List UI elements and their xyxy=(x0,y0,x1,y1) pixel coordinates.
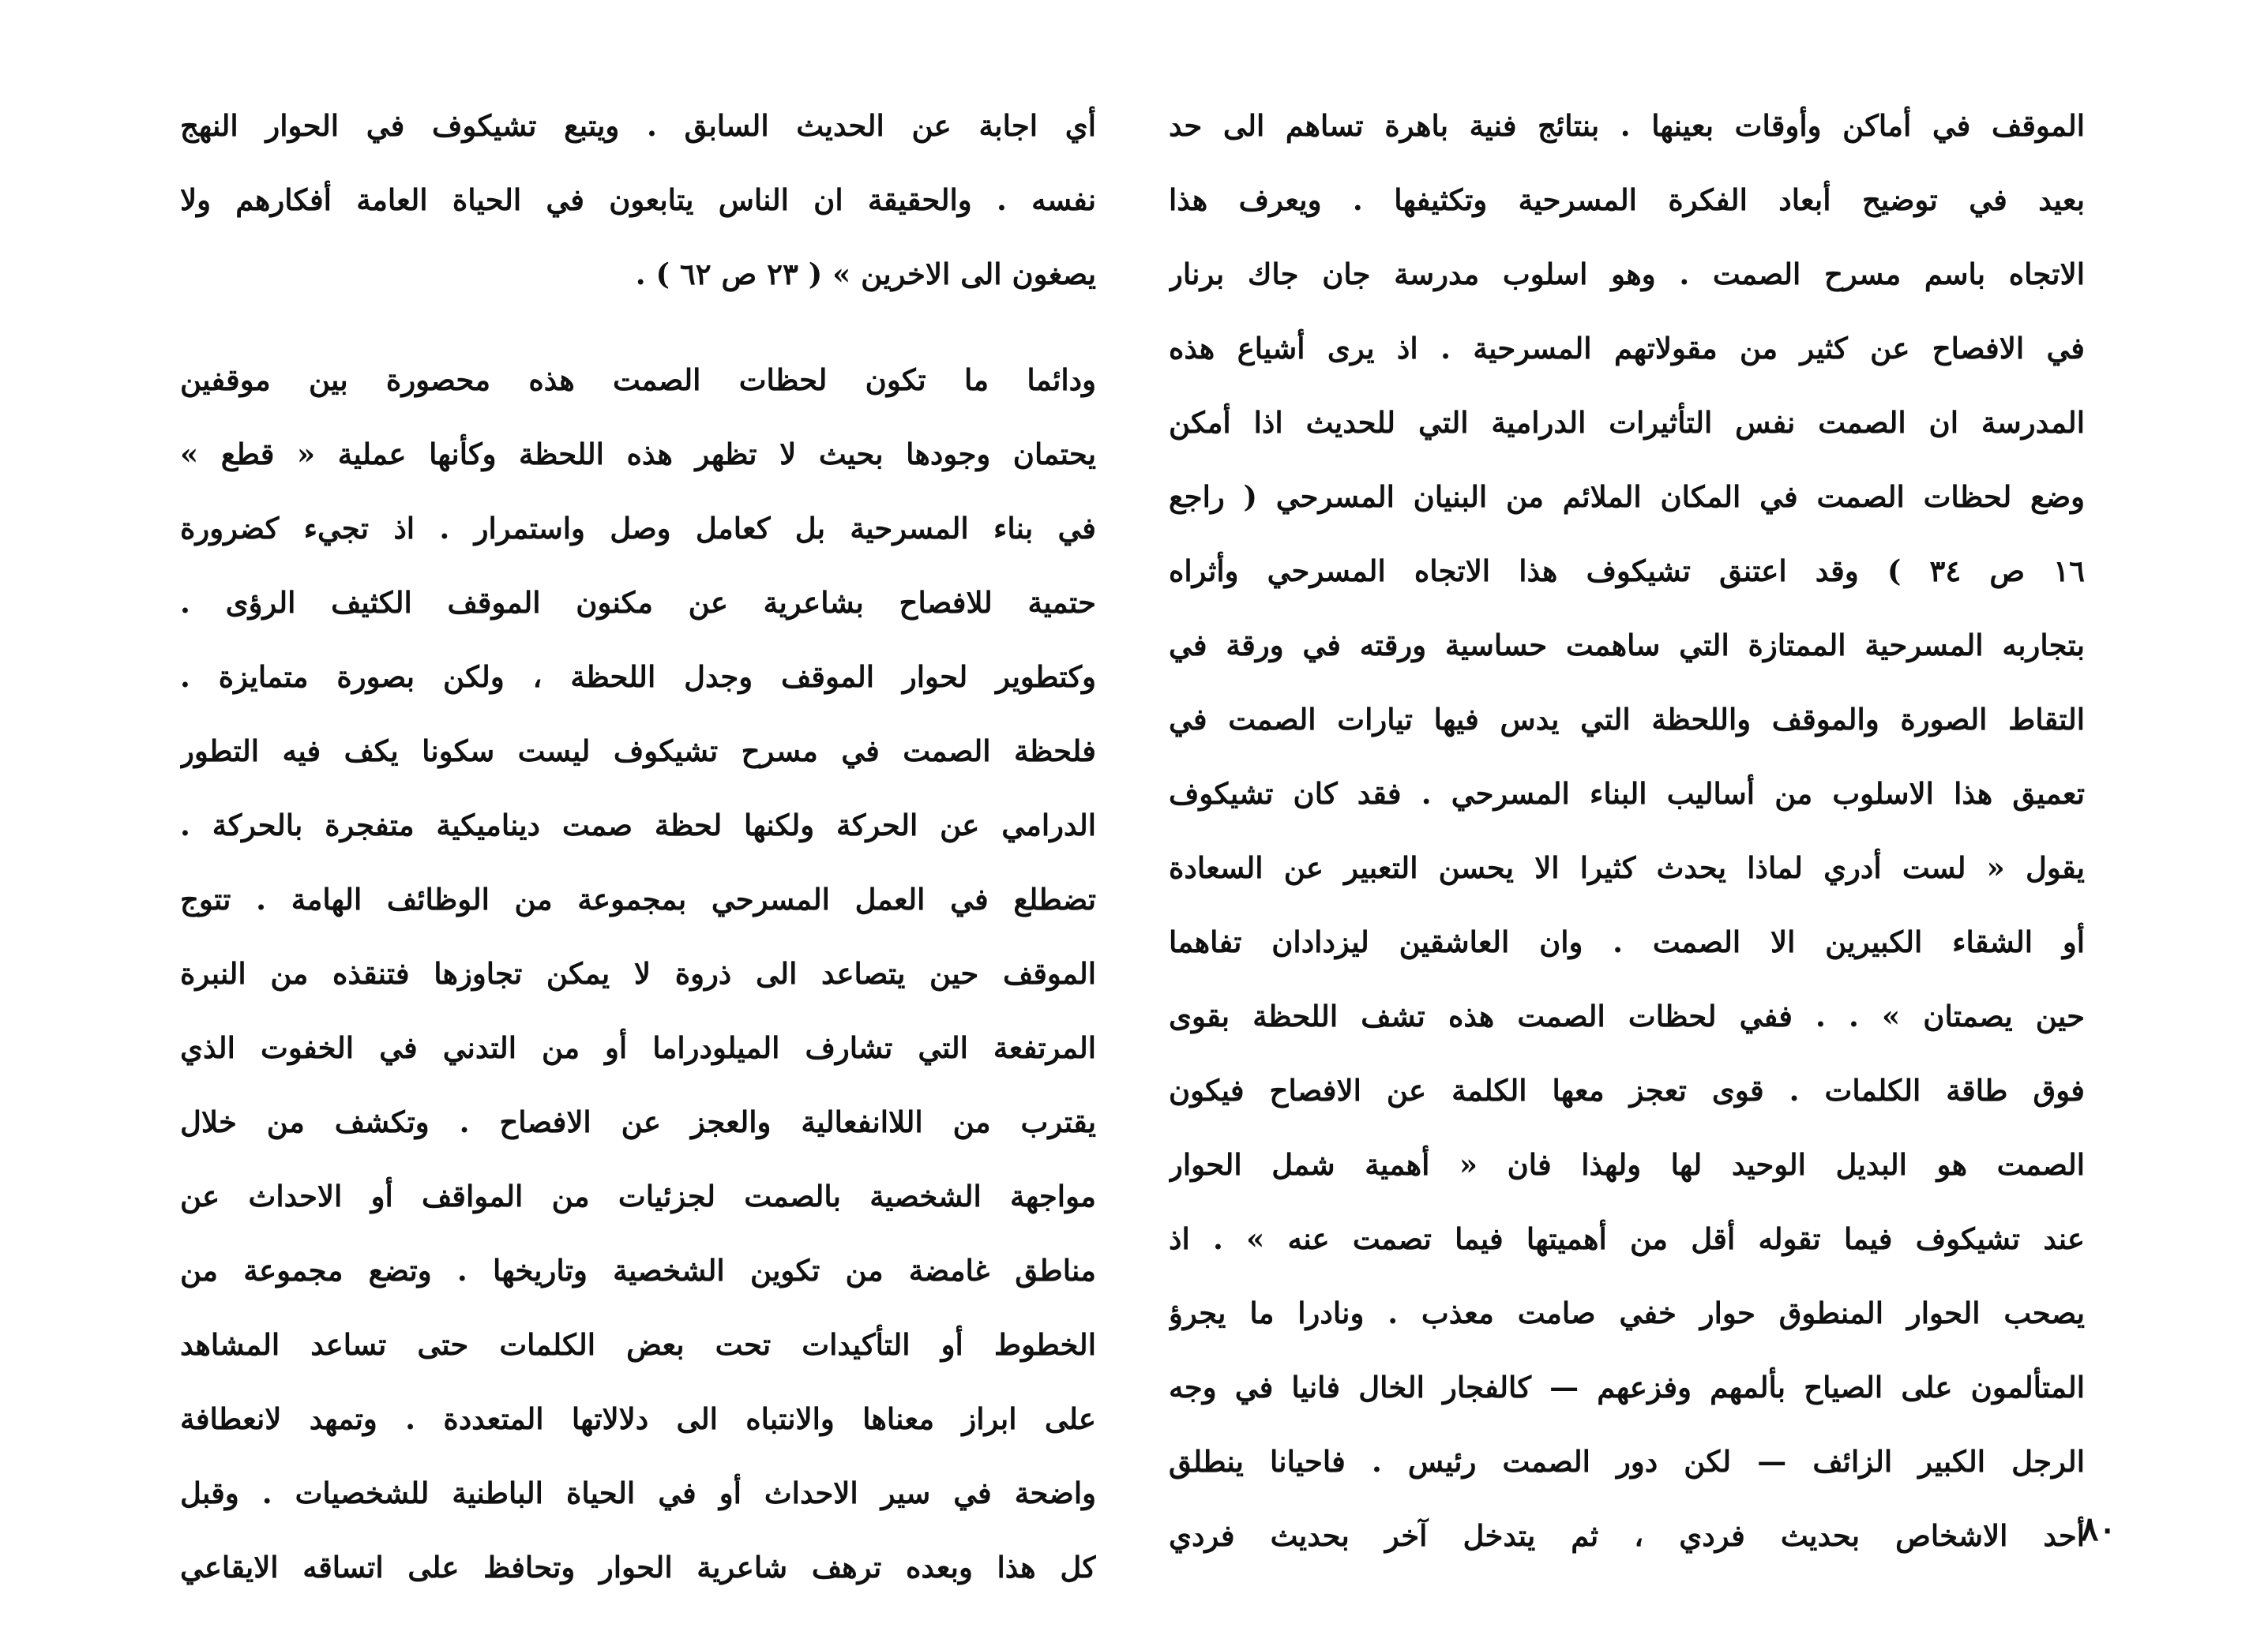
text-line: حين يصمتان » . . ففي لحظات الصمت هذه تشف اللحظة بقوى xyxy=(1169,999,2085,1033)
text-line: يصغون الى الاخرين » ( ٢٣ ص ٦٢ ) . xyxy=(635,257,1096,291)
left-text-column xyxy=(180,88,1096,1604)
text-line: الخطوط أو التأكيدات تحت بعض الكلمات حتى تساعد المشاهد xyxy=(180,1327,1096,1362)
text-line: تضطلع في العمل المسرحي بمجموعة من الوظائف الهامة . تتوج xyxy=(180,882,1096,917)
text-line: في الافصاح عن كثير من مقولاتهم المسرحية . اذ يرى أشياع هذه xyxy=(1169,331,2085,366)
text-line: حتمية للافصاح بشاعرية عن مكنون الموقف الكثيف الرؤى . xyxy=(180,585,1096,620)
text-line: الرجل الكبير الزائف — لكن دور الصمت رئيس . فاحيانا ينطلق xyxy=(1169,1444,2085,1479)
text-line: التقاط الصورة والموقف واللحظة التي يدس فيها تيارات الصمت في xyxy=(1169,702,2085,737)
paragraph xyxy=(180,343,1096,1604)
text-line: الموقف حين يتصاعد الى ذروة لا يمكن تجاوزها فتنقذه من النبرة xyxy=(180,956,1096,991)
text-line: أو الشقاء الكبيرين الا الصمت . وان العاشقين ليزدادان تفاهما xyxy=(1169,925,2085,959)
text-line: مناطق غامضة من تكوين الشخصية وتاريخها . وتضع مجموعة من xyxy=(180,1253,1096,1288)
text-line: في بناء المسرحية بل كعامل وصل واستمرار . اذ تجيء كضرورة xyxy=(180,511,1096,546)
page-number: ٨٠ xyxy=(2080,1510,2116,1548)
text-line: ١٦ ص ٣٤ ) وقد اعتنق تشيكوف هذا الاتجاه المسرحي وأثراه xyxy=(1169,553,2085,588)
text-line: يصحب الحوار المنطوق حوار خفي صامت معذب . ونادرا ما يجرؤ xyxy=(1169,1296,2085,1330)
text-line: الصمت هو البديل الوحيد لها ولهذا فان « أهمية شمل الحوار xyxy=(1169,1147,2085,1182)
text-line: بعيد في توضيح أبعاد الفكرة المسرحية وتكثيفها . ويعرف هذا xyxy=(1169,182,2085,217)
paragraph-gap xyxy=(180,311,1096,343)
text-line: يقول « لست أدري لماذا يحدث كثيرا الا يحسن التعبير عن السعادة xyxy=(1169,850,2085,885)
text-line: المرتفعة التي تشارف الميلودراما أو من التدني في الخفوت الذي xyxy=(180,1030,1096,1065)
text-line: يقترب من اللاانفعالية والعجز عن الافصاح . وتكشف من خلال xyxy=(180,1105,1096,1139)
text-line: فوق طاقة الكلمات . قوى تعجز معها الكلمة عن الافصاح فيكون xyxy=(1169,1073,2085,1108)
text-line: المدرسة ان الصمت نفس التأثيرات الدرامية التي للحديث اذا أمكن xyxy=(1169,405,2085,440)
text-line: الموقف في أماكن وأوقات بعينها . بنتائج فنية باهرة تساهم الى حد xyxy=(1169,108,2085,143)
right-text-column xyxy=(1169,88,2085,1573)
text-line: يحتمان وجودها بحيث لا تظهر هذه اللحظة وكأنها عملية « قطع » xyxy=(180,437,1096,471)
text-line: أحد الاشخاص بحديث فردي ، ثم يتدخل آخر بحديث فردي xyxy=(1169,1518,2085,1553)
text-line: ودائما ما تكون لحظات الصمت هذه محصورة بين موقفين xyxy=(180,362,1096,397)
text-line: المتألمون على الصياح بألمهم وفزعهم — كالفجار الخال فانيا في وجه xyxy=(1169,1370,2085,1405)
text-line: نفسه . والحقيقة ان الناس يتابعون في الحياة العامة أفكارهم ولا xyxy=(180,182,1096,217)
text-line: كل هذا وبعده ترهف شاعرية الحوار وتحافظ على اتساقه الايقاعي xyxy=(180,1550,1096,1585)
paragraph xyxy=(180,88,1096,311)
text-line: مواجهة الشخصية بالصمت لجزئيات من المواقف أو الاحداث عن xyxy=(180,1179,1096,1213)
text-line: عند تشيكوف فيما تقوله أقل من أهميتها فيما تصمت عنه » . اذ xyxy=(1169,1221,2085,1256)
text-line: بتجاربه المسرحية الممتازة التي ساهمت حساسية ورقته في ورقة في xyxy=(1169,628,2085,662)
text-line: فلحظة الصمت في مسرح تشيكوف ليست سكونا يكف فيه التطور xyxy=(180,733,1096,768)
text-line: وكتطوير لحوار الموقف وجدل اللحظة ، ولكن بصورة متمايزة . xyxy=(180,659,1096,694)
text-line: الاتجاه باسم مسرح الصمت . وهو اسلوب مدرسة جان جاك برنار xyxy=(1169,257,2085,291)
text-line: واضحة في سير الاحداث أو في الحياة الباطنية للشخصيات . وقبل xyxy=(180,1476,1096,1510)
text-line: على ابراز معناها والانتباه الى دلالاتها المتعددة . وتمهد لانعطافة xyxy=(180,1401,1096,1436)
text-line: تعميق هذا الاسلوب من أساليب البناء المسرحي . فقد كان تشيكوف xyxy=(1169,776,2085,811)
text-line: الدرامي عن الحركة ولكنها لحظة صمت ديناميكية متفجرة بالحركة . xyxy=(180,808,1096,842)
text-line: أي اجابة عن الحديث السابق . ويتبع تشيكوف في الحوار النهج xyxy=(180,108,1096,143)
text-line: وضع لحظات الصمت في المكان الملائم من البنيان المسرحي ( راجع xyxy=(1169,479,2085,514)
